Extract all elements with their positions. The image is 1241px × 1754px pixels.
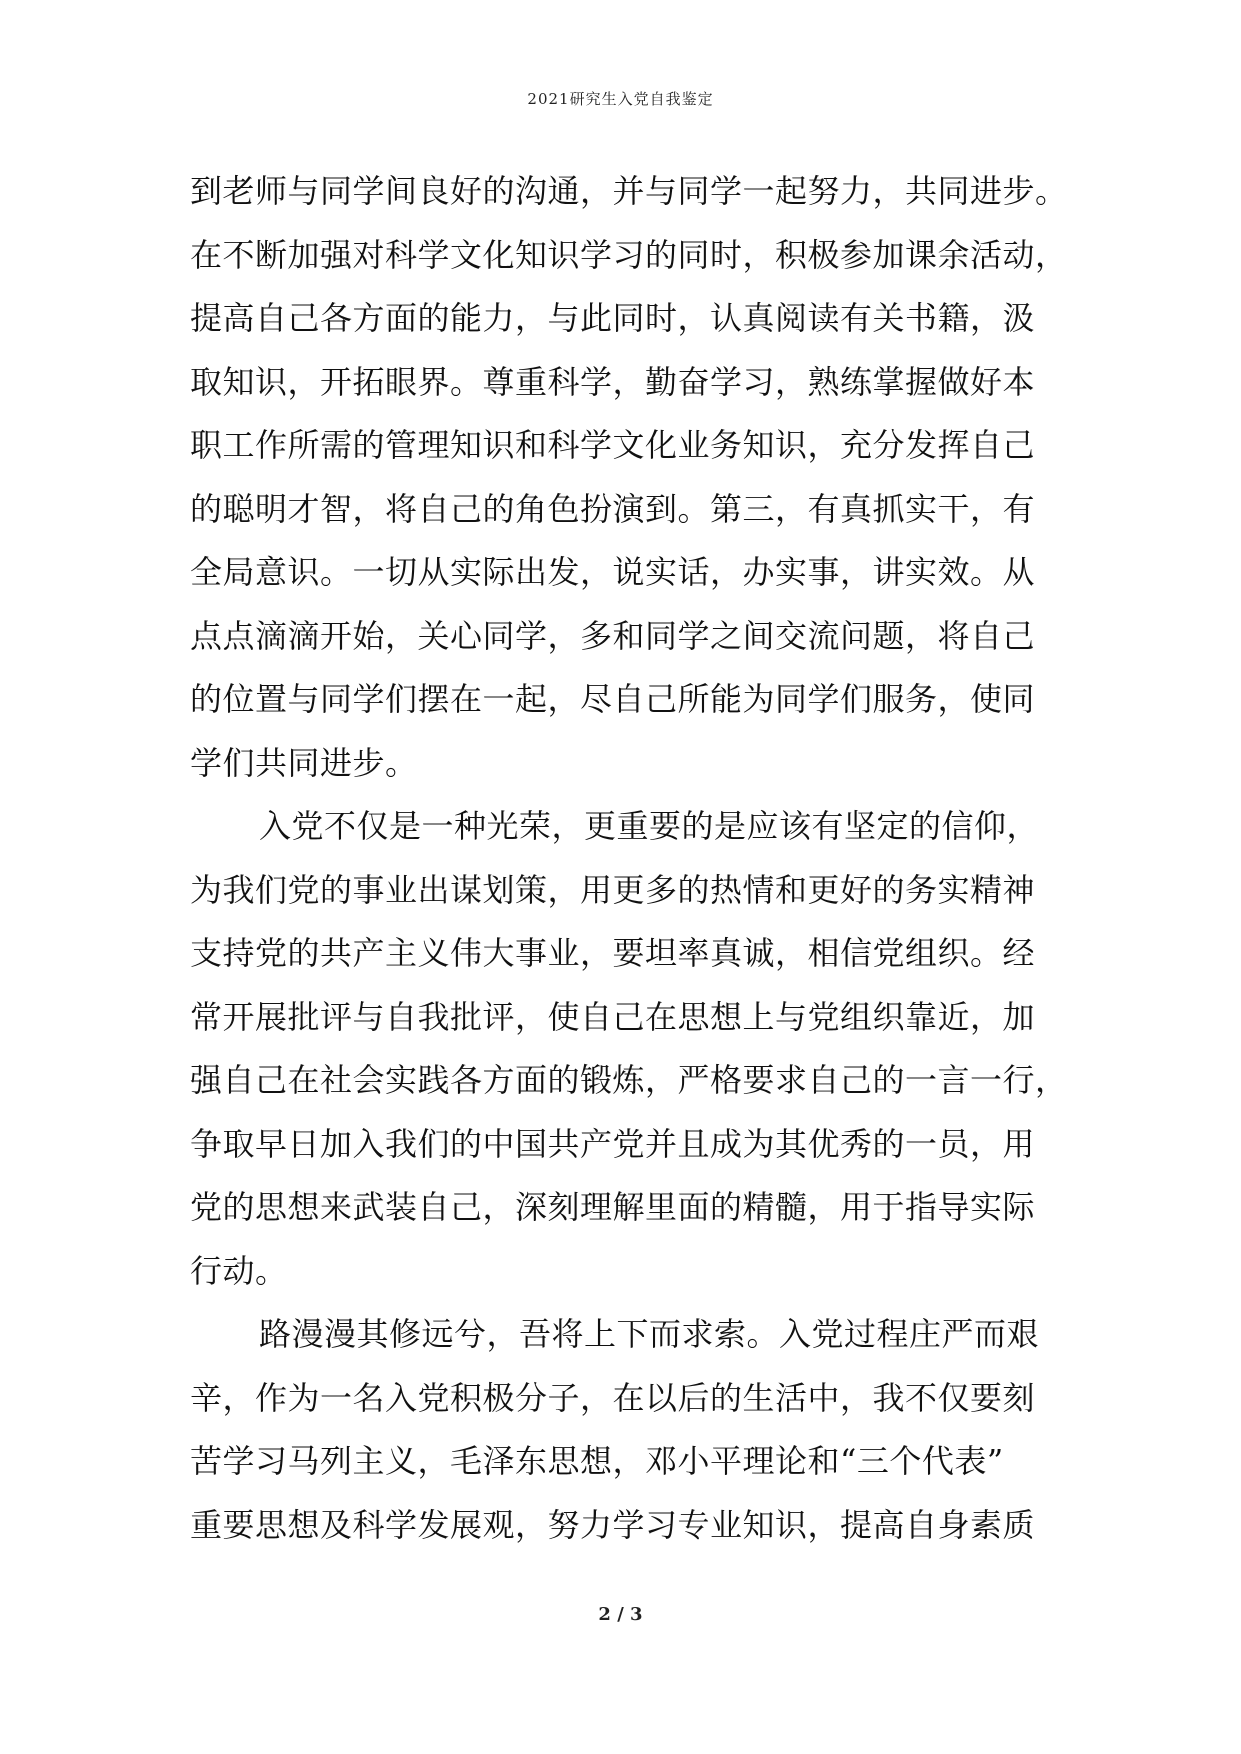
text-line: 争取早日加入我们的中国共产党并且成为其优秀的一员，用 xyxy=(190,1124,1036,1163)
text-line: 在不断加强对科学文化知识学习的同时，积极参加课余活动， xyxy=(190,235,1068,274)
text-line: 行动。 xyxy=(190,1251,288,1290)
text-line: 常开展批评与自我批评，使自己在思想上与党组织靠近，加 xyxy=(190,997,1036,1036)
text-line: 提高自己各方面的能力，与此同时，认真阅读有关书籍，汲 xyxy=(190,299,1036,337)
paragraph-start-line: 入党不仅是一种光荣，更重要的是应该有坚定的信仰， xyxy=(259,807,1040,845)
page-number: 2 / 3 xyxy=(598,1604,643,1625)
text-line: 学们共同进步。 xyxy=(190,743,418,782)
document-body xyxy=(190,160,1090,1557)
text-line: 职工作所需的管理知识和科学文化业务知识，充分发挥自己 xyxy=(190,426,1036,464)
page-header: 2021研究生入党自我鉴定 xyxy=(527,90,714,108)
text-line: 的聪明才智，将自己的角色扮演到。第三，有真抓实干，有 xyxy=(190,489,1036,528)
text-line: 党的思想来武装自己，深刻理解里面的精髓，用于指导实际 xyxy=(190,1188,1036,1226)
text-line: 取知识，开拓眼界。尊重科学，勤奋学习，熟练掌握做好本 xyxy=(190,362,1036,401)
text-line: 重要思想及科学发展观，努力学习专业知识，提高自身素质 xyxy=(190,1505,1036,1544)
text-line: 强自己在社会实践各方面的锻炼，严格要求自己的一言一行， xyxy=(190,1061,1068,1099)
text-line: 辛，作为一名入党积极分子，在以后的生活中，我不仅要刻 xyxy=(190,1378,1036,1417)
text-line: 支持党的共产主义伟大事业，要坦率真诚，相信党组织。经 xyxy=(190,934,1036,972)
paragraph-start-line: 路漫漫其修远兮，吾将上下而求索。入党过程庄严而艰 xyxy=(259,1315,1040,1353)
text-line: 点点滴滴开始，关心同学，多和同学之间交流问题，将自己 xyxy=(190,616,1036,655)
text-line: 的位置与同学们摆在一起，尽自己所能为同学们服务，使同 xyxy=(190,680,1036,718)
text-line: 为我们党的事业出谋划策，用更多的热情和更好的务实精神 xyxy=(190,870,1036,909)
text-line: 全局意识。一切从实际出发，说实话，办实事，讲实效。从 xyxy=(190,553,1036,591)
text-line: 到老师与同学间良好的沟通，并与同学一起努力，共同进步。 xyxy=(190,172,1068,210)
text-line: 苦学习马列主义，毛泽东思想，邓小平理论和“三个代表” xyxy=(190,1442,1004,1480)
